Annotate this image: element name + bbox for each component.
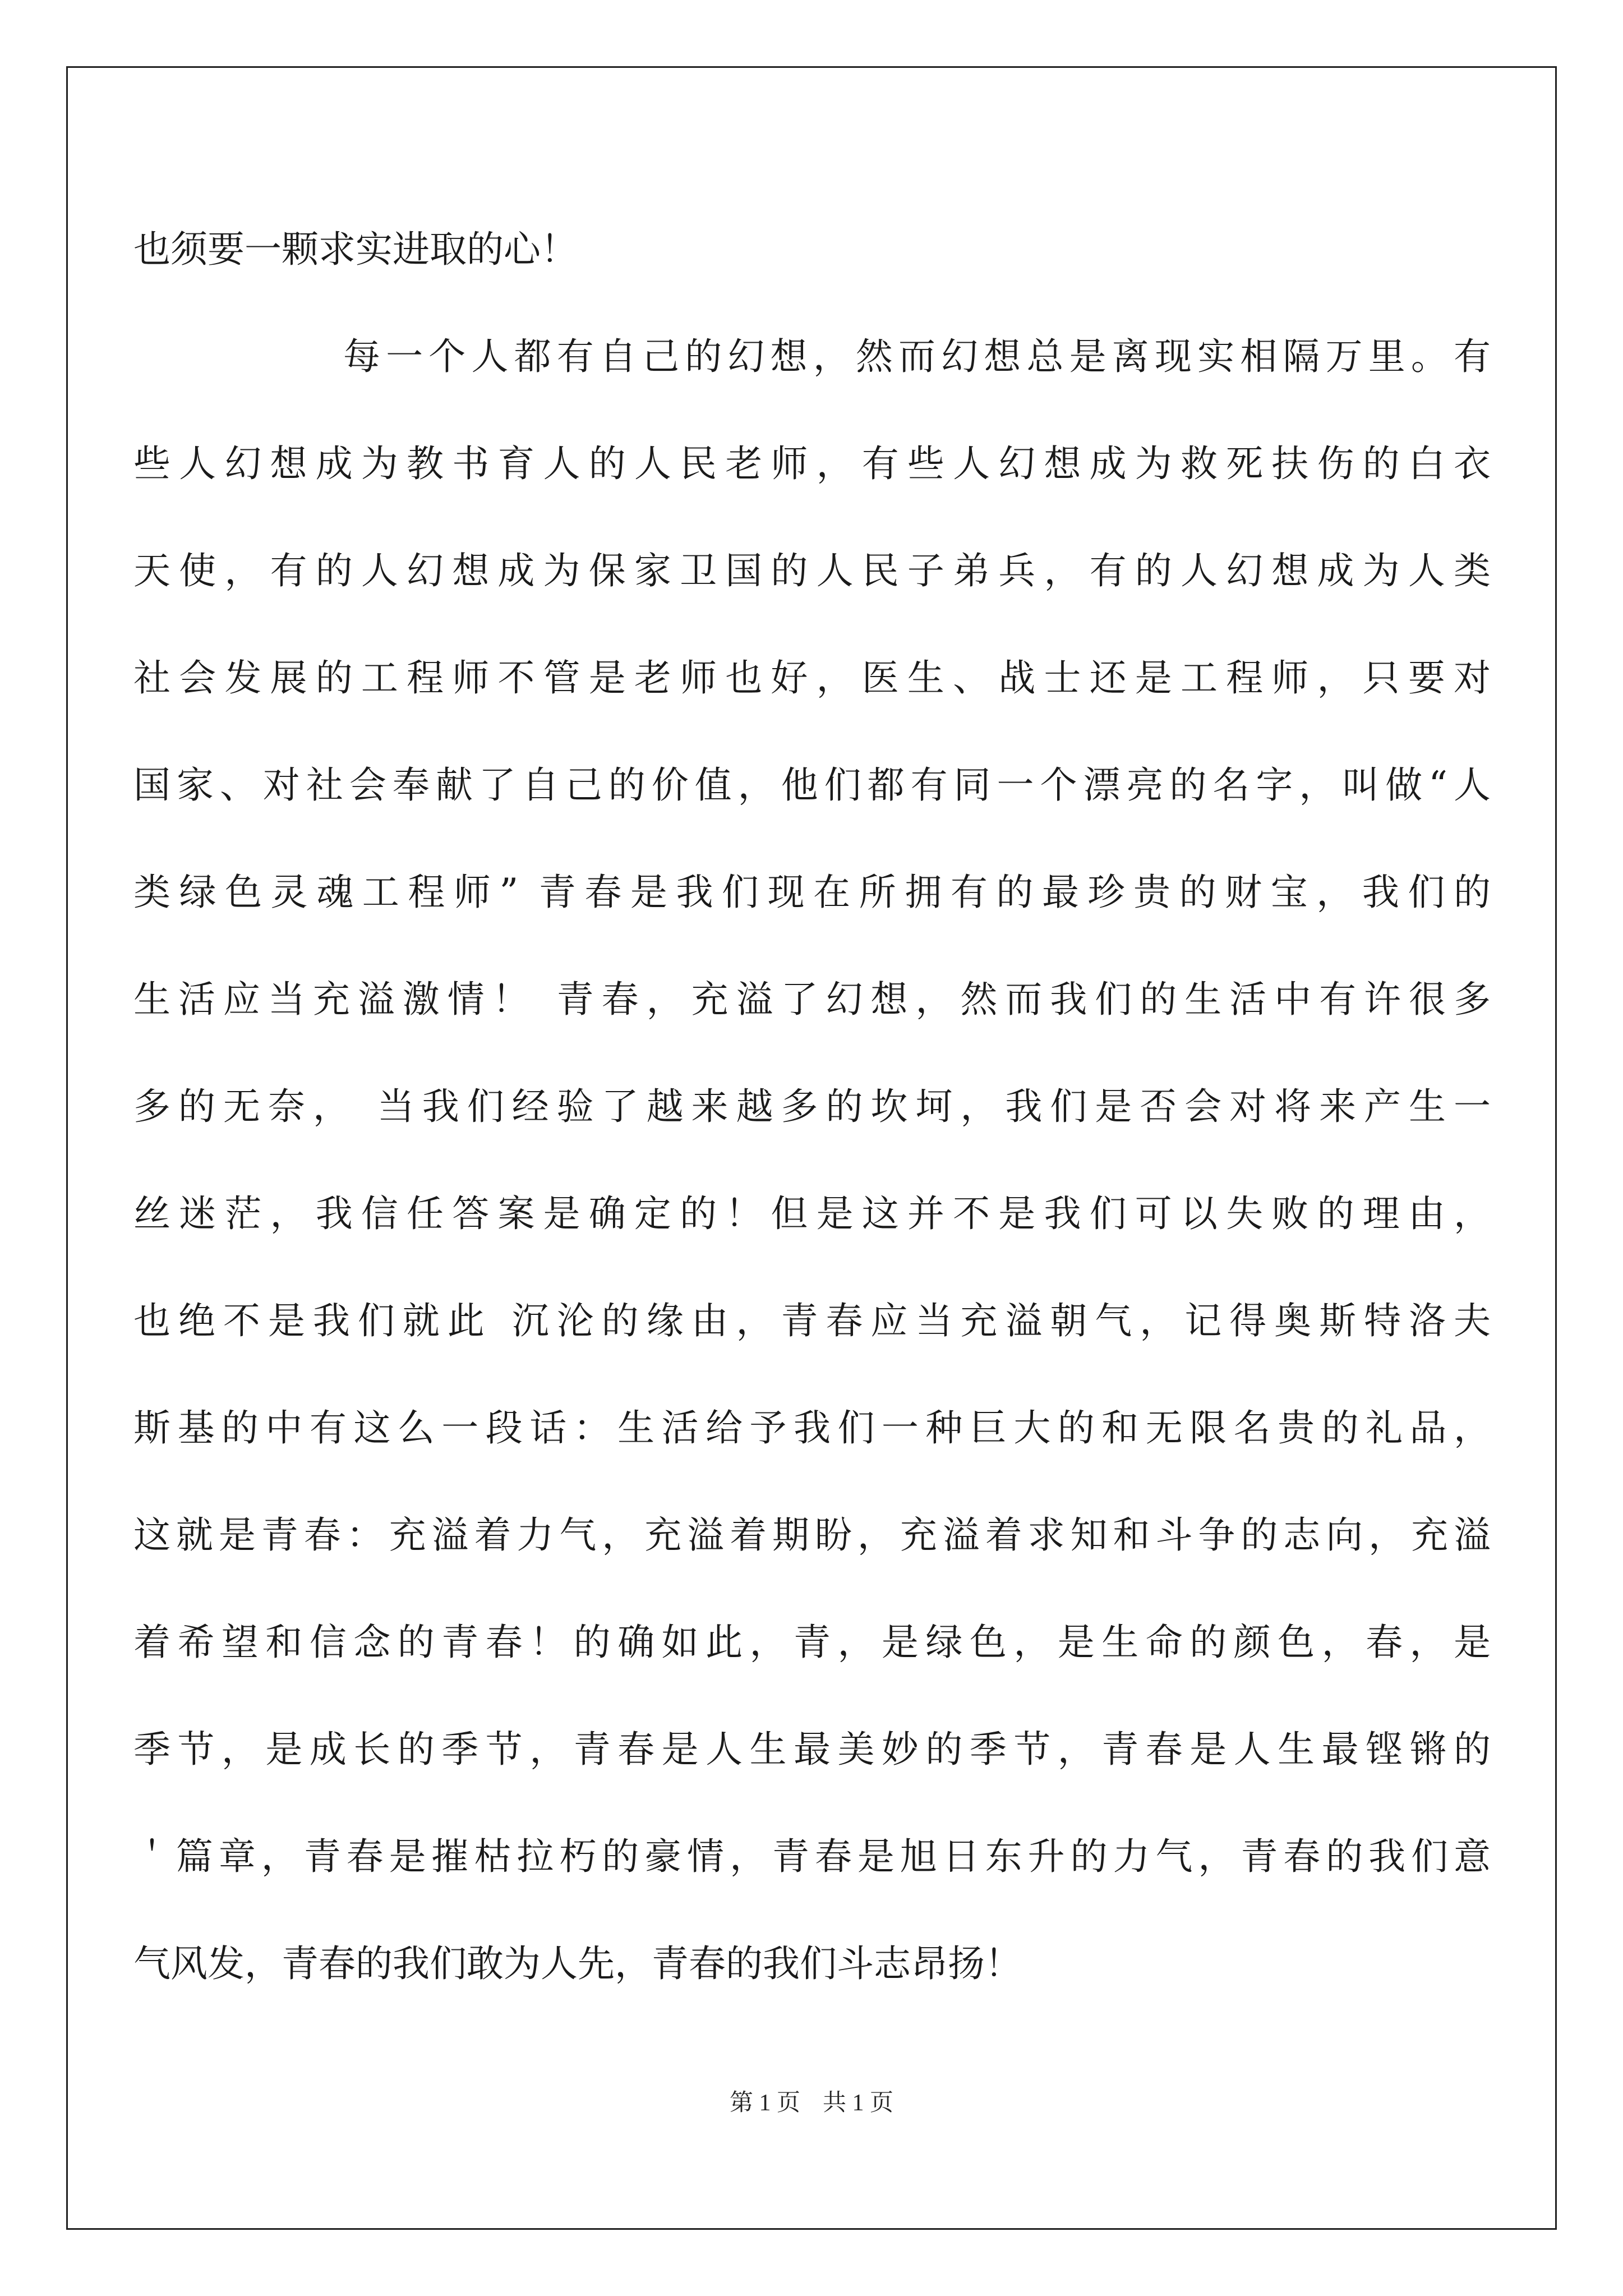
- paragraph-line: 气风发，青春的我们敢为人先，青春的我们斗志昂扬！: [133, 1942, 1022, 1985]
- paragraph-line: 季节，是成长的季节，青春是人生最美妙的季节，青春是人生最铿锵的: [133, 1728, 1491, 1771]
- paragraph-line: 类绿色灵魂工程师” 青春是我们现在所拥有的最珍贵的财宝，我们的: [133, 871, 1491, 914]
- paragraph-line: 着希望和信念的青春！的确如此，青，是绿色，是生命的颜色，春，是: [133, 1621, 1491, 1664]
- paragraph-line: 每一个人都有自己的幻想，然而幻想总是离现实相隔万里。有: [343, 335, 1491, 378]
- page-border: [66, 66, 1557, 2230]
- paragraph-line: 丝迷茫，我信任答案是确定的！但是这并不是我们可以失败的理由，: [133, 1192, 1491, 1235]
- page-total: 共 1 页: [823, 2090, 894, 2116]
- paragraph-line: 社会发展的工程师不管是老师也好，医生、战士还是工程师，只要对: [133, 656, 1491, 700]
- paragraph-line: 也须要一颗求实进取的心！: [133, 228, 578, 271]
- paragraph-line: 多的无奈， 当我们经验了越来越多的坎坷，我们是否会对将来产生一: [133, 1085, 1491, 1128]
- paragraph-line: 生活应当充溢激情！ 青春，充溢了幻想，然而我们的生活中有许很多: [133, 978, 1491, 1021]
- paragraph-line: 些人幻想成为教书育人的人民老师，有些人幻想成为救死扶伤的白衣: [133, 442, 1491, 485]
- paragraph-line: 国家、对社会奉献了自己的价值，他们都有同一个漂亮的名字，叫做“人: [133, 763, 1491, 807]
- paragraph-line: 天使，有的人幻想成为保家卫国的人民子弟兵，有的人幻想成为人类: [133, 549, 1491, 592]
- page-number: 第 1 页: [729, 2090, 800, 2116]
- paragraph-line: 斯基的中有这么一段话：生活给予我们一种巨大的和无限名贵的礼品，: [133, 1406, 1491, 1450]
- paragraph-line: ＇篇章，青春是摧枯拉朽的豪情，青春是旭日东升的力气，青春的我们意: [133, 1835, 1491, 1878]
- paragraph-line: 这就是青春：充溢着力气，充溢着期盼，充溢着求知和斗争的志向，充溢: [133, 1513, 1491, 1557]
- paragraph-line: 也绝不是我们就此 沉沦的缘由，青春应当充溢朝气，记得奥斯特洛夫: [133, 1299, 1491, 1342]
- page-footer: [0, 2086, 1623, 2120]
